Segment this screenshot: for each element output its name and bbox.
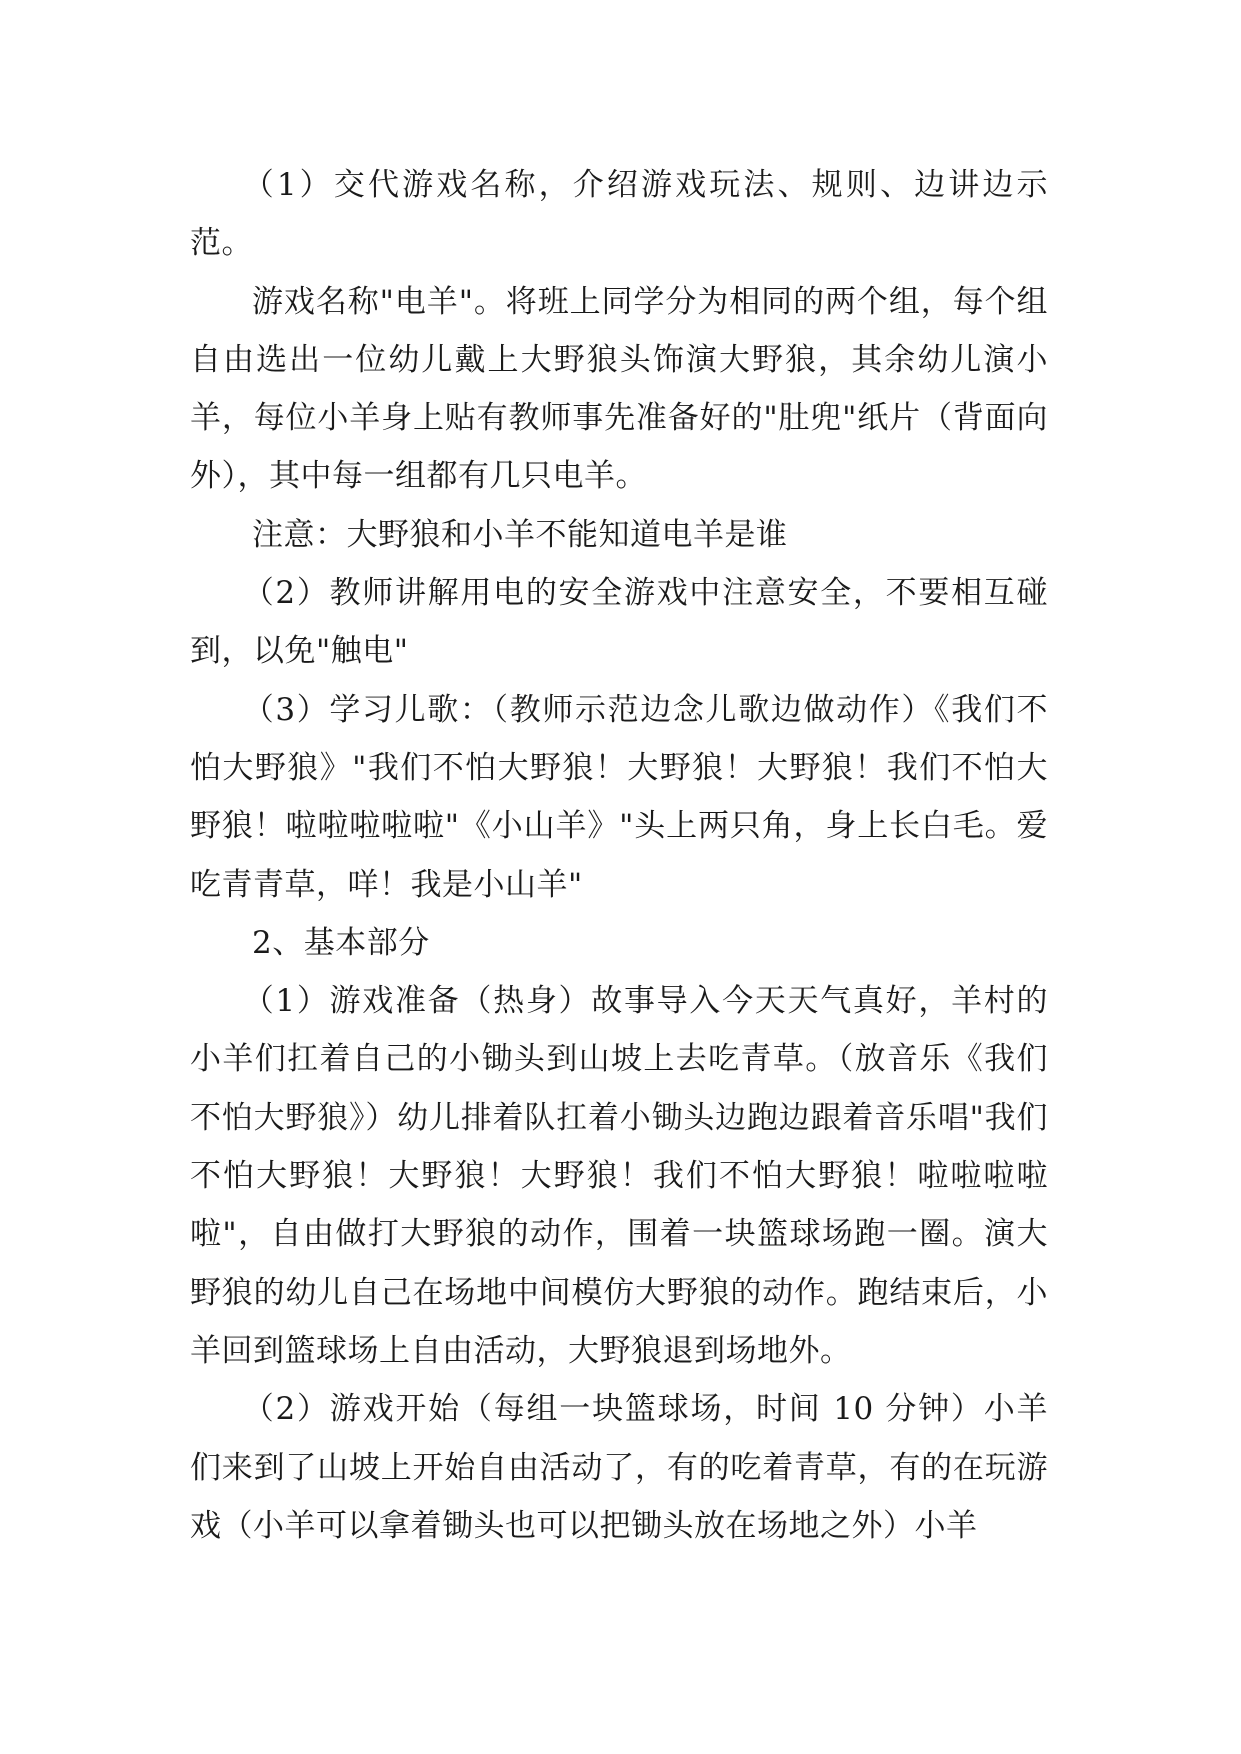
section-heading-basic: 2、基本部分: [252, 924, 430, 961]
paragraph-game-name: 游戏名称"电羊"。将班上同学分为相同的两个组，每个组自由选出一位幼儿戴上大野狼头饰演大野狼，其余幼儿演小羊，每位小羊身上贴有教师事先准备好的"肚兜"纸片（背面向外），其中每一组都有几只电羊。: [190, 283, 1048, 495]
paragraph-safety: （2）教师讲解用电的安全游戏中注意安全，不要相互碰到，以免"触电": [190, 575, 1048, 670]
paragraph-game-intro: （1）交代游戏名称，介绍游戏玩法、规则、边讲边示范。: [190, 167, 1048, 262]
paragraph-note: 注意：大野狼和小羊不能知道电羊是谁: [252, 516, 788, 553]
paragraph-nursery-rhyme: （3）学习儿歌：（教师示范边念儿歌边做动作）《我们不怕大野狼》"我们不怕大野狼！大野狼！大野狼！我们不怕大野狼！啦啦啦啦啦"《小山羊》"头上两只角，身上长白毛。爱吃青青草，咩！我是小山羊": [190, 691, 1048, 903]
paragraph-warmup: （1）游戏准备（热身）故事导入今天天气真好，羊村的小羊们扛着自己的小锄头到山坡上去吃青草。（放音乐《我们不怕大野狼》）幼儿排着队扛着小锄头边跑边跟着音乐唱"我们不怕大野狼！大野狼！大野狼！我们不怕大野狼！啦啦啦啦啦"，自由做打大野狼的动作，围着一块篮球场跑一圈。演大野狼的幼儿自己在场地中间模仿大野狼的动作。跑结束后，小羊回到篮球场上自由活动，大野狼退到场地外。: [190, 983, 1048, 1369]
document-body: [190, 156, 1048, 1555]
paragraph-game-start: （2）游戏开始（每组一块篮球场，时间 10 分钟）小羊们来到了山坡上开始自由活动了，有的吃着青草，有的在玩游戏（小羊可以拿着锄头也可以把锄头放在场地之外）小羊: [190, 1391, 1048, 1544]
